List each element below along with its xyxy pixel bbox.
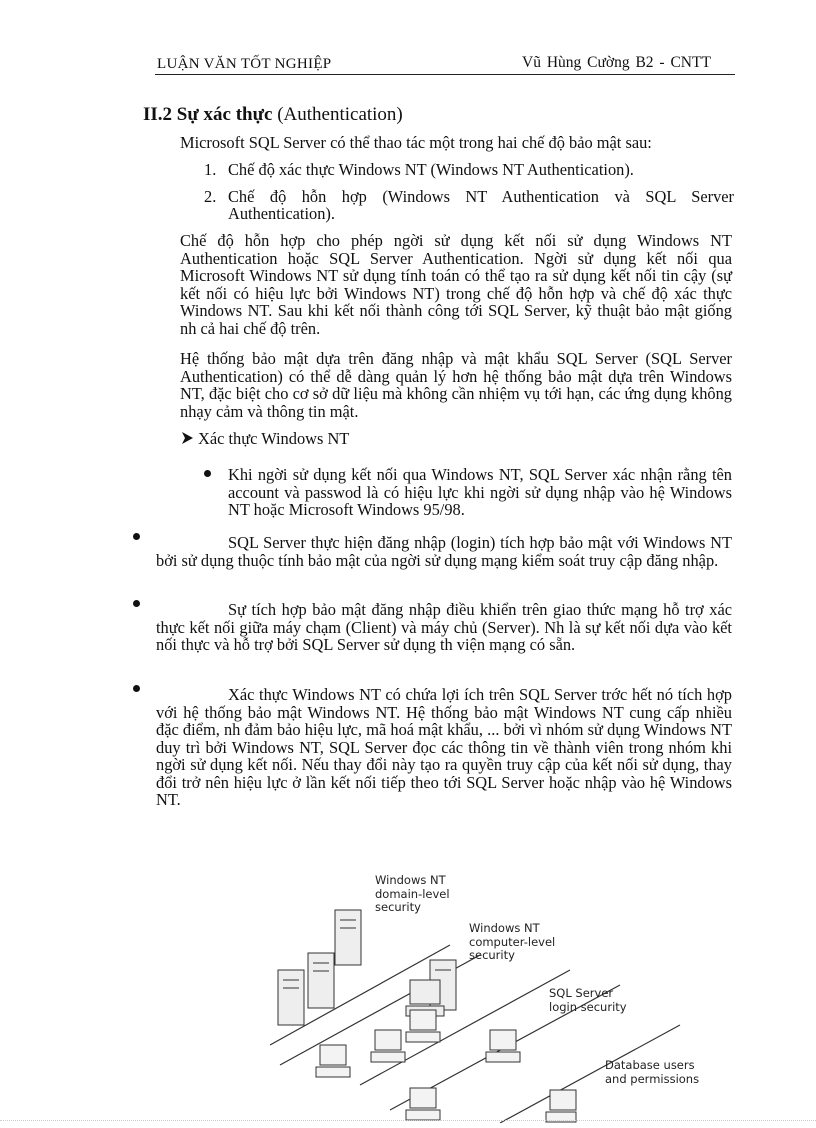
mode-text: Chế độ xác thực Windows NT (Windows NT Authentication).: [228, 160, 634, 179]
mode-number: 1.: [204, 160, 217, 179]
section-number: II.2: [143, 104, 173, 125]
bullet-text: Xác thực Windows NT có chứa lợi ích trên SQL Server trớc hết nó tích hợp với hệ thống bảo mật Windows NT. Hệ thống bảo mật Windows NT cung cấp nhiều đặc điểm, nh đảm bảo hiệu lực, mã hoá mật khẩu, ... bởi vì nhóm sử dụng Windows NT duy trì bởi Windows NT, SQL Server đọc các thông tin về thành viên trong nhóm khi ngời sử dụng kết nối. Nếu thay đổi này tạo ra quyền truy cập của kết nối sử dụng, thay đổi trở nên hiệu lực ở lần kết nối tiếp theo tới SQL Server hoặc nhập vào hệ Windows NT.: [156, 685, 732, 809]
bullet-icon: [133, 600, 140, 607]
label-db-permissions: Database users and permissions: [605, 1058, 700, 1086]
workstation-icons: [316, 1010, 576, 1122]
domain-server-icon: [278, 910, 361, 1025]
sub-bullet-text: Khi ngời sử dụng kết nối qua Windows NT, SQL Server xác nhận rằng tên account và passwod là có hiệu lực khi ngời sử dụng nhập vào hệ Windows NT hoặc Microsoft Windows 95/98.: [228, 465, 732, 519]
intro-text: Microsoft SQL Server có thể thao tác một trong hai chế độ bảo mật sau:: [180, 133, 652, 152]
header-author: Vũ Hùng Cường B2 - CNTT: [522, 54, 711, 71]
bullet-text: Sự tích hợp bảo mật đăng nhập điều khiển trên giao thức mạng hỗ trợ xác thực kết nối giữa máy chạm (Client) và máy chủ (Server). Nh là sự kết nối dựa vào kết nối thực và hỗ trợ bởi SQL Server sử dụng th viện mạng có sẵn.: [156, 600, 732, 654]
label-sql-security: SQL Server login security: [549, 986, 627, 1014]
paragraph-mixed-mode: Chế độ hỗn hợp cho phép ngời sử dụng kết nối sử dụng Windows NT Authentication hoặc SQL Server Authentication. Ngời sử dụng kết nối qua Microsoft Windows NT sử dụng tính toán có thể tạo ra sử dụng kết nối tin cậy (sự kết nối có hiệu lực bởi Windows NT) trong chế độ hỗn hợp và chế độ xác thực Windows NT. Sau khi kết nối thành công tới SQL Server, kỹ thuật bảo mật giống nh cả hai chế độ trên.: [180, 231, 732, 338]
arrow-bullet-icon: [181, 431, 194, 445]
bullet-icon: [133, 533, 140, 540]
paragraph-sql-auth: Hệ thống bảo mật dựa trên đăng nhập và mật khẩu SQL Server (SQL Server Authentication) có thể dễ dàng quản lý hơn hệ thống bảo mật dựa trên Windows NT, đặc biệt cho cơ sở dữ liệu mà không cần nhiệm vụ tới hạn, các ứng dụng không nhạy cảm và thông tin mật.: [180, 349, 732, 421]
label-domain-security: Windows NT domain-level security: [375, 873, 450, 914]
header-thesis-title: LUẬN VĂN TỐT NGHIỆP: [157, 56, 332, 72]
header-rule: [155, 74, 735, 75]
label-computer-security: Windows NT computer-level security: [469, 921, 556, 962]
computer-server-icon: [406, 960, 456, 1016]
bullet-paragraph-2: [156, 601, 732, 654]
section-heading: [143, 104, 403, 126]
section-title-bold: Sự xác thực: [176, 104, 273, 125]
bullet-paragraph-1: [156, 534, 732, 569]
security-layers-figure: [260, 860, 730, 1123]
mode-number: 2.: [204, 187, 217, 206]
mode-text: Chế độ hỗn hợp (Windows NT Authentication và SQL Server Authentication).: [228, 187, 734, 223]
subheading-windows-auth: [181, 429, 349, 449]
subheading-text: Xác thực Windows NT: [198, 429, 350, 448]
page-bottom-divider: [0, 1120, 816, 1121]
bullet-text: SQL Server thực hiện đăng nhập (login) tích hợp bảo mật với Windows NT bởi sử dụng thuộc tính bảo mật của ngời sử dụng mạng kiểm soát truy cập đăng nhập.: [156, 533, 732, 570]
bullet-icon: [133, 685, 140, 692]
section-title-normal: (Authentication): [277, 104, 403, 125]
bullet-icon: [204, 470, 211, 477]
bullet-paragraph-3: [156, 686, 732, 809]
